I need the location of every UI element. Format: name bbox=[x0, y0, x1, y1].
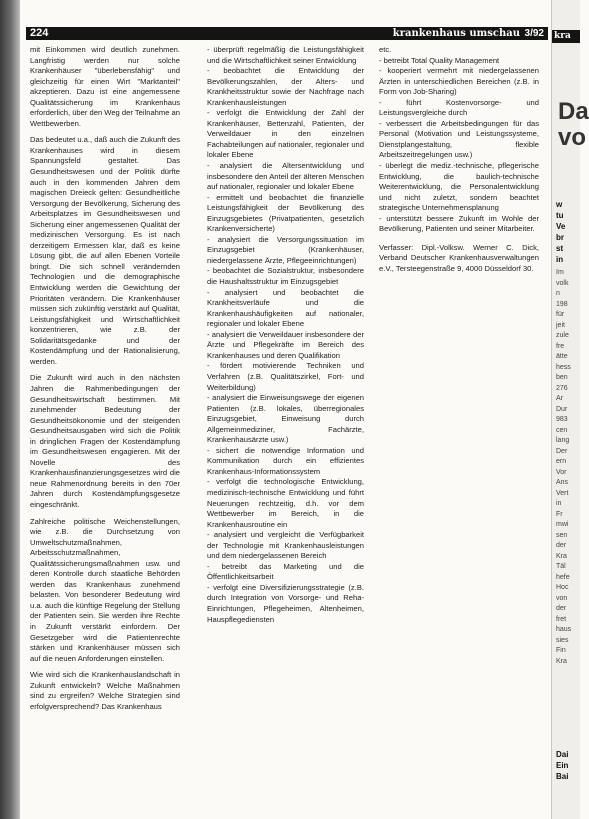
paragraph: Das bedeutet u.a., daß auch die Zukunft des Krankenhauses wird in diesem Spannungsfeld gestaltet. Das Gesundheitswesen und der Politik dürfte auch in den kommenden Jahren dem magischen Dreieck gelten: Gesundheitliche Versorgung der Bevölkerung, Sicherung des Arbeitsplatzes im Gesundheitswesen und Sicherung einer angemessenen Qualität der medizinischen Versorgung. Es ist nach derzeitigem Ermessen klar, daß es keine Lösung gibt, die auf allen Ebenen Vorteile bringt. Die sich schnell verändernden Technologien und die demographische Entwicklung werden die Gewichtung der Prioritäten verändern. Die Krankenhäuser müssen sich zukünftig verstärkt auf Qualität, Leistungsfähigkeit und Wirtschaftlichkeit konzentrieren, wie z.B. der Solidaritätsgedanke und der Kostendämpfung und der Rationalisierung, werden. bbox=[30, 135, 180, 366]
adjacent-text-fragment: lang bbox=[556, 437, 570, 444]
adjacent-text-fragment: ätte bbox=[556, 353, 568, 360]
adjacent-text-fragment: Der bbox=[556, 447, 568, 455]
list-item: - verbessert die Arbeitsbedingungen für das Personal (Motivation und Leistungssysteme, Dienstplangestaltung, flexible Arbeitszeitregelungen usw.) bbox=[379, 118, 539, 160]
journal-title: krankenhaus umschau bbox=[392, 28, 520, 39]
adjacent-text-fragment: 198 bbox=[556, 300, 568, 308]
adjacent-text-fragment: Dur bbox=[556, 405, 568, 413]
paragraph: Die Zukunft wird auch in den nächsten Jahren die Rahmenbedingungen der Gesundheitswirtschaft bestimmen. Mit zunehmender Bedeutung der Gesundheitsökonomie und der steigenden Gesundheitsausgaben wird sich die Politik in dringlichen Fragen der Kostendämpfung im Gesundheitswesen engagieren. Mit der Novelle des Krankenhausfinanzierungsgesetzes wird die neue Rahmenordnung bereits in den 70er Jahren durch Kostendämpfungsgesetze eingeschränkt. bbox=[30, 373, 180, 509]
adjacent-headline-fragment: vo bbox=[558, 124, 587, 151]
list-item: - verfolgt die Entwicklung der Zahl der Krankenhäuser, Bettenzahl, Patienten, der Verweildauer in den einzelnen Fachabteilungen auf nationaler, regionaler und lokaler Ebene bbox=[207, 108, 364, 160]
adjacent-text-fragment: volk bbox=[556, 279, 569, 287]
list-item: etc. bbox=[379, 45, 392, 54]
list-item: - unterstützt bessere Zukunft im Wohle der Bevölkerung, Patienten und seiner Mitarbeiter. bbox=[379, 213, 539, 234]
text-column-1 bbox=[30, 45, 180, 712]
adjacent-text-fragment: Im bbox=[556, 269, 564, 276]
adjacent-text-fragment: sen bbox=[556, 531, 568, 539]
issue-number: 3/92 bbox=[524, 28, 544, 39]
adjacent-text-fragment: n bbox=[556, 290, 560, 297]
list-item: - analysiert und beobachtet die Krankheitsverläufe und die Krankenhaushäufigkeiten auf nationaler, regionaler und lokaler Ebene bbox=[207, 287, 364, 329]
paragraph: Zahlreiche politische Weichenstellungen, wie z.B. die Durchsetzung von Umweltschutzmaßnahmen, Arbeitsschutzmaßnahmen, Qualitätssicherungsmaßnahmen usw. und deren Kontrolle durch staatliche Behörden werden das Krankenhaus zunehmend belasten. Von besonderer Bedeutung wird u.a. auch die künftige Regelung der Stellung der Patienten sein. Sie werden ihre Rechte in Zukunft verstärkt einfordern. Der Gesetzgeber wird die Patientenrechte stärken und Krankenhäuser müssen sich auf die neuen Anforderungen einstellen. bbox=[30, 516, 180, 663]
adjacent-text-fragment: ern bbox=[556, 458, 567, 465]
adjacent-text-fragment: 276 bbox=[556, 384, 568, 392]
list-item: - führt Kostenvorsorge- und Leistungsvergleiche durch bbox=[379, 97, 539, 118]
adjacent-text-fragment: der bbox=[556, 605, 567, 612]
document-page bbox=[20, 0, 551, 819]
adjacent-text-fragment: Bai bbox=[556, 772, 569, 781]
list-item: - analysiert die Altersentwicklung und insbesondere den Anteil der älteren Menschen auf nationaler, regionaler und lokaler Ebene bbox=[207, 161, 364, 192]
adjacent-text-fragment: in bbox=[556, 500, 562, 507]
list-item: - verfolgt eine Diversifizierungsstrategie (z.B. durch Integration von Vorsorge- und Reha-Einrichtungen, Pflegeheimen, Altenheimen, Hauspflegediensten bbox=[207, 582, 364, 624]
paragraph: Wie wird sich die Krankenhauslandschaft in Zukunft entwickeln? Welche Maßnahmen sind zu ergreifen? Welche Strategien sind erfolgversprechend? Das Krankenhaus bbox=[30, 670, 180, 711]
list-item: - beobachtet die Entwicklung der Bevölkerungszahlen, der Alters- und Krankheitsstruktur sowie der Nachfrage nach Krankenhausleistungen bbox=[207, 66, 364, 107]
adjacent-text-fragment: cen bbox=[556, 426, 568, 434]
paragraph: mit Einkommen wird deutlich zunehmen. Langfristig werden nur solche Krankenhäuser "überlebensfähig" und gleichzeitig für einen Wirt "Marktanteil" akzeptieren. Dazu ist eine angemessene Qualitätssicherung im Krankenhaus erforderlich, über den Weg der Teilnahme an Wettbewerben. bbox=[30, 45, 180, 128]
adjacent-text-fragment: der bbox=[556, 542, 567, 549]
adjacent-text-fragment: sies bbox=[556, 636, 569, 644]
adjacent-text-fragment: 983 bbox=[556, 416, 568, 423]
adjacent-text-fragment: Vert bbox=[556, 489, 569, 497]
adjacent-text-fragment: Ar bbox=[556, 395, 563, 402]
adjacent-text-fragment: tu bbox=[556, 211, 564, 220]
adjacent-text-fragment: für bbox=[556, 311, 565, 318]
adjacent-text-fragment: Fr bbox=[556, 510, 563, 518]
adjacent-text-fragment: Täl bbox=[556, 563, 566, 570]
adjacent-text-fragment: fre bbox=[556, 342, 565, 350]
list-item: - kooperiert vermehrt mit niedergelassenen Ärzten in unterschiedlichen Bereichen (z.B. in Form von Job-Sharing) bbox=[379, 66, 539, 97]
adjacent-text-fragment: hess bbox=[556, 363, 571, 371]
adjacent-text-fragment: fret bbox=[556, 615, 567, 623]
list-item: - überlegt die mediz.-technische, pflegerische Entwicklung, die baulich-technische Weiterentwicklung, die Personalentwicklung und nicht zuletzt, sondern beachtet strategische Unternehmensplanung bbox=[379, 161, 539, 213]
list-item: - analysiert die Versorgungssituation im Einzugsgebiet (Krankenhäuser, niedergelassene Ärzte, Pflegeeinrichtungen) bbox=[207, 234, 364, 265]
adjacent-text-fragment: Ans bbox=[556, 479, 569, 486]
adjacent-text-fragment: in bbox=[556, 255, 564, 264]
adjacent-text-fragment: Kra bbox=[556, 552, 567, 560]
list-item: - betreibt Total Quality Management bbox=[379, 55, 500, 65]
list-item: - überprüft regelmäßig die Leistungsfähigkeit und die Wirtschaftlichkeit seiner Entwicklung bbox=[207, 45, 364, 65]
text-column-2 bbox=[207, 45, 364, 625]
adjacent-running-header bbox=[552, 30, 580, 43]
list-item: - analysiert die Verweildauer insbesondere der Ärzte und Pflegekräfte im Bereich des Krankenhauses und deren Qualifikation bbox=[207, 329, 364, 360]
running-header bbox=[26, 27, 548, 40]
adjacent-text-fragment: mwi bbox=[556, 521, 569, 528]
adjacent-text-fragment: von bbox=[556, 594, 568, 602]
author-address: Verfasser: Dipl.-Volksw. Werner C. Dick, Verband Deutscher Krankenhausverwaltungen e.V., Tersteegenstraße 9, 4000 Düsseldorf 30. bbox=[379, 242, 539, 273]
adjacent-page-edge bbox=[551, 0, 589, 819]
adjacent-headline-fragment: Da bbox=[558, 98, 589, 125]
adjacent-text-fragment: Ve bbox=[556, 222, 566, 231]
adjacent-text-fragment: haus bbox=[556, 626, 572, 633]
adjacent-journal-fragment: kra bbox=[554, 31, 571, 41]
text-column-3 bbox=[379, 45, 539, 274]
adjacent-text-fragment: Fin bbox=[556, 647, 566, 654]
adjacent-text-fragment: Hoc bbox=[556, 584, 569, 591]
adjacent-text-fragment: hefe bbox=[556, 573, 570, 581]
list-item: - ermittelt und beobachtet die finanzielle Leistungsfähigkeit der Bevölkerung des Einzugsgebietes (Privatpatienten, gesetzlich Krankenversicherte) bbox=[207, 192, 364, 234]
list-item: - beobachtet die Sozialstruktur, insbesondere die Haushaltsstruktur im Einzugsgebiet bbox=[207, 266, 364, 287]
list-item: - analysiert die Einweisungswege der eigenen Patienten (z.B. lokales, überregionales Einzugsgebiet, Einweisung durch Allgemeinmediziner, Fachärzte, Krankenhausärzte usw.) bbox=[207, 393, 364, 445]
binder-shadow bbox=[0, 0, 20, 819]
adjacent-text-fragment: br bbox=[556, 233, 564, 242]
adjacent-text-fragment: ben bbox=[556, 374, 568, 381]
page-number-left: 224 bbox=[30, 27, 49, 39]
list-item: - sichert die notwendige Information und Kommunikation durch ein effizientes Krankenhaus-Informationssystem bbox=[207, 445, 364, 476]
adjacent-text-fragment: Vor bbox=[556, 468, 567, 476]
adjacent-text-fragment: Kra bbox=[556, 657, 567, 665]
adjacent-text-fragment: jeit bbox=[556, 321, 565, 329]
adjacent-text-fragment: st bbox=[556, 244, 564, 253]
adjacent-text-fragment: Ein bbox=[556, 761, 569, 770]
adjacent-text-fragment: Dai bbox=[556, 750, 569, 759]
list-item: - verfolgt die technologische Entwicklung, medizinisch-technische Entwicklung und führt Neuerungen rechtzeitig, d.h. vor dem Wettbewerber im Bereich, in die Krankenhausroutine ein bbox=[207, 477, 364, 529]
adjacent-text-fragment: w bbox=[556, 200, 563, 209]
list-item: - fördert motivierende Techniken und Verfahren (z.B. Qualitätszirkel, Fort- und Weiterbildung) bbox=[207, 361, 364, 392]
list-item: - analysiert und vergleicht die Verfügbarkeit der Technologie mit Krankenhausleistungen und dem niedergelassenen Bereich bbox=[207, 530, 364, 561]
list-item: - betreibt das Marketing und die Öffentlichkeitsarbeit bbox=[207, 561, 364, 582]
adjacent-text-fragment: zule bbox=[556, 332, 569, 339]
